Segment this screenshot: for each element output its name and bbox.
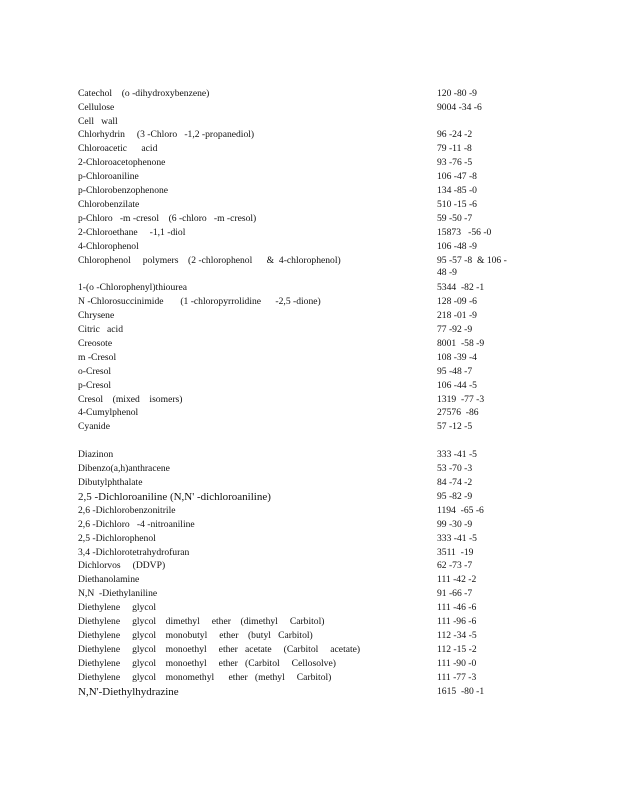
list-item [0,420,618,434]
list-item [0,365,618,379]
chemical-name: Cell wall [78,116,118,127]
chemical-name: Chlorobenzilate [78,199,140,210]
cas-number: 111 -96 -6 [437,616,477,627]
cas-number: 96 -24 -2 [437,129,473,140]
cas-number: 333 -41 -5 [437,533,477,544]
list-item [0,671,618,685]
chemical-name: Chlorophenol polymers (2 -chlorophenol & 4-chlorophenol) [78,255,341,266]
chemical-name: Cyanide [78,421,110,432]
chemical-name: 4-Cumylphenol [78,407,139,418]
cas-number: 84 -74 -2 [437,477,473,488]
cas-number: 111 -90 -0 [437,658,477,669]
cas-number: 510 -15 -6 [437,199,477,210]
cas-number: 111 -42 -2 [437,574,477,585]
chemical-name: p-Chloro -m -cresol (6 -chloro -m -cresol) [78,213,257,224]
list-item [0,476,618,490]
cas-number: 9004 -34 -6 [437,102,482,113]
cas-number: 108 -39 -4 [437,352,477,363]
cas-number: 95 -57 -8 & 106 - [437,255,507,266]
list-item [0,226,618,240]
cas-number: 333 -41 -5 [437,449,477,460]
list-item [0,115,618,129]
chemical-name: 2,6 -Dichloro -4 -nitroaniline [78,519,195,530]
cas-number: 106 -44 -5 [437,380,477,391]
chemical-name: Diazinon [78,449,114,460]
cas-number: 112 -15 -2 [437,644,477,655]
list-item [0,546,618,560]
list-item [0,309,618,323]
list-item [0,448,618,462]
cas-number: 111 -46 -6 [437,602,477,613]
list-item [0,170,618,184]
chemical-name: N,N -Diethylaniline [78,588,158,599]
chemical-name: p-Chlorobenzophenone [78,185,169,196]
chemical-name: Diethylene glycol monomethyl ether (methyl Carbitol) [78,672,332,683]
list-item [0,156,618,170]
chemical-name: 2,5 -Dichloroaniline (N,N' -dichloroaniline) [78,491,271,503]
chemical-name: 2,5 -Dichlorophenol [78,533,156,544]
cas-number: 62 -73 -7 [437,560,473,571]
cas-number: 77 -92 -9 [437,324,473,335]
cas-number: 91 -66 -7 [437,588,473,599]
cas-number: 1615 -80 -1 [437,686,485,697]
list-item [0,406,618,420]
chemical-name: Diethylene glycol monobutyl ether (butyl Carbitol) [78,630,313,641]
chemical-name: 2,6 -Dichlorobenzonitrile [78,505,176,516]
chemical-name: N -Chlorosuccinimide (1 -chloropyrrolidine -2,5 -dione) [78,296,321,307]
chemical-name: 2-Chloroacetophenone [78,157,166,168]
chemical-name: o-Cresol [78,366,112,377]
list-item [0,212,618,226]
cas-number: 8001 -58 -9 [437,338,485,349]
chemical-name: Chloroacetic acid [78,143,158,154]
chemical-name: Chrysene [78,310,115,321]
list-item [0,295,618,309]
cas-number: 218 -01 -9 [437,310,477,321]
chemical-name: Creosote [78,338,113,349]
list-item [0,393,618,407]
list-item [0,337,618,351]
cas-number: 57 -12 -5 [437,421,473,432]
cas-number: 111 -77 -3 [437,672,477,683]
list-item [0,587,618,601]
chemical-name: p-Chloroaniline [78,171,139,182]
chemical-name: 2-Chloroethane -1,1 -diol [78,227,186,238]
cas-number-continued: 48 -9 [437,267,457,278]
cas-number: 1194 -65 -6 [437,505,484,516]
cas-number: 95 -82 -9 [437,491,473,502]
chemical-name: Citric acid [78,324,124,335]
cas-number: 120 -80 -9 [437,88,477,99]
cas-number: 99 -30 -9 [437,519,473,530]
chemical-name: Chlorhydrin (3 -Chloro -1,2 -propanediol) [78,129,255,140]
chemical-name: Dibenzo(a,h)anthracene [78,463,170,474]
list-item [0,643,618,657]
chemical-name: Diethanolamine [78,574,140,585]
chemical-name: 4-Chlorophenol [78,241,139,252]
chemical-name: Diethylene glycol monoethyl ether (Carbitol Cellosolve) [78,658,336,669]
list-item [0,101,618,115]
chemical-name: Cellulose [78,102,115,113]
list-item [0,240,618,254]
list-item [0,601,618,615]
chemical-name: Diethylene glycol dimethyl ether (dimethyl Carbitol) [78,616,325,627]
list-item [0,685,618,699]
chemical-name: Diethylene glycol monoethyl ether acetate (Carbitol acetate) [78,644,361,655]
list-item [0,629,618,643]
cas-number: 106 -47 -8 [437,171,477,182]
chemical-name: 3,4 -Dichlorotetrahydrofuran [78,547,190,558]
cas-number: 106 -48 -9 [437,241,477,252]
cas-number: 128 -09 -6 [437,296,477,307]
cas-number: 5344 -82 -1 [437,282,485,293]
list-item [0,615,618,629]
list-item [0,518,618,532]
cas-number: 79 -11 -8 [437,143,472,154]
cas-number: 15873 -56 -0 [437,227,492,238]
chemical-name: N,N'-Diethylhydrazine [78,686,179,698]
chemical-name: Dibutylphthalate [78,477,143,488]
chemical-name: Cresol (mixed isomers) [78,394,183,405]
list-item [0,559,618,573]
cas-number: 3511 -19 [437,547,474,558]
list-item [0,657,618,671]
cas-number: 53 -70 -3 [437,463,473,474]
list-item [0,281,618,295]
cas-number: 93 -76 -5 [437,157,473,168]
cas-number: 1319 -77 -3 [437,394,485,405]
list-item [0,128,618,142]
cas-number: 112 -34 -5 [437,630,477,641]
cas-number: 27576 -86 [437,407,479,418]
list-item [0,573,618,587]
list-item [0,462,618,476]
list-item [0,198,618,212]
list-item [0,379,618,393]
chemical-name: p-Cresol [78,380,112,391]
list-item [0,490,618,504]
chemical-name: Catechol (o -dihydroxybenzene) [78,88,210,99]
chemical-name: 1-(o -Chlorophenyl)thiourea [78,282,187,293]
cas-number: 95 -48 -7 [437,366,473,377]
cas-number: 59 -50 -7 [437,213,473,224]
cas-number: 134 -85 -0 [437,185,477,196]
list-item [0,142,618,156]
chemical-name: m -Cresol [78,352,117,363]
list-item [0,504,618,518]
list-item [0,254,618,280]
chemical-name: Diethylene glycol [78,602,157,613]
list-item [0,87,618,101]
list-item [0,184,618,198]
list-item [0,323,618,337]
list-item [0,351,618,365]
list-item [0,532,618,546]
chemical-name: Dichlorvos (DDVP) [78,560,166,571]
